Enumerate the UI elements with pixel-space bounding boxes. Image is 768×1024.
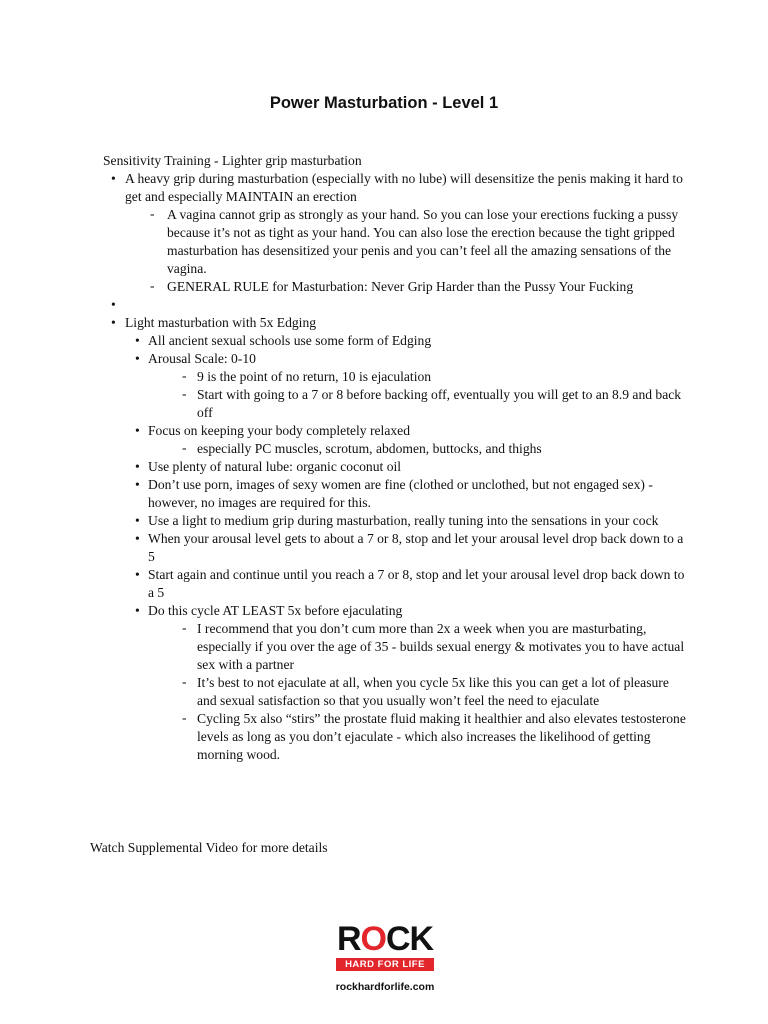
- logo-o-symbol: O: [360, 920, 386, 958]
- logo-wordmark: [330, 920, 440, 958]
- nested-item: [125, 530, 690, 566]
- nested-item-text: Arousal Scale: 0-10: [148, 351, 256, 366]
- nested-item: [125, 476, 690, 512]
- sub-item: - A vagina cannot grip as strongly as your hand. So you can lose your erections fucking a pussy because it’s not as tight as your hand. You can also lose the erection because the tight gripped masturbation has desensitized your penis and you can’t feel all the amazing sensations of the vagina.: [125, 206, 690, 278]
- section-label: Sensitivity Training - Lighter grip masturbation: [103, 153, 362, 168]
- list-item: [90, 314, 690, 764]
- document-body: [90, 152, 690, 764]
- sub-list: [148, 620, 690, 764]
- sub-item: - 9 is the point of no return, 10 is ejaculation: [148, 368, 690, 386]
- nested-item-text: When your arousal level gets to about a 7 or 8, stop and let your arousal level drop back down to a 5: [148, 531, 684, 564]
- nested-item: [125, 566, 690, 602]
- list-item-text: Light masturbation with 5x Edging: [125, 315, 317, 330]
- footer-note: Watch Supplemental Video for more details: [90, 840, 328, 855]
- logo-url: rockhardforlife.com: [335, 981, 435, 993]
- logo-tagline: HARD FOR LIFE: [336, 958, 434, 971]
- sub-item: - GENERAL RULE for Masturbation: Never Grip Harder than the Pussy Your Fucking: [125, 278, 690, 296]
- sub-item: - I recommend that you don’t cum more than 2x a week when you are masturbating, especially if you over the age of 35 - builds sexual energy & motivates you to have actual sex with a partner: [148, 620, 690, 674]
- nested-item-text: Don’t use porn, images of sexy women are fine (clothed or unclothed, but not engaged sex) - however, no images are required for this.: [148, 477, 653, 510]
- logo-letter: R: [336, 920, 361, 958]
- sub-list: [148, 440, 690, 458]
- list-item-text: A heavy grip during masturbation (especially with no lube) will desensitize the penis making it hard to get and especially MAINTAIN an erection: [125, 171, 683, 204]
- nested-item: [125, 422, 690, 458]
- sub-item: - Cycling 5x also “stirs” the prostate fluid making it healthier and also elevates testosterone levels as long as you don’t ejaculate - which also increases the likelihood of getting morning wood.: [148, 710, 690, 764]
- nested-item-text: Focus on keeping your body completely relaxed: [148, 423, 410, 438]
- list-item: [90, 170, 690, 296]
- nested-item: [125, 350, 690, 422]
- nested-item: [125, 458, 690, 476]
- sub-list: [148, 368, 690, 422]
- sub-item: - Start with going to a 7 or 8 before backing off, eventually you will get to an 8.9 and back off: [148, 386, 690, 422]
- nested-item-text: Use plenty of natural lube: organic coconut oil: [148, 459, 402, 474]
- nested-item: [125, 332, 690, 350]
- list-gap: [90, 296, 690, 314]
- nested-item: [125, 512, 690, 530]
- nested-item-text: Do this cycle AT LEAST 5x before ejaculating: [148, 603, 403, 618]
- document-title: Power Masturbation - Level 1: [269, 94, 499, 112]
- nested-item-text: All ancient sexual schools use some form of Edging: [148, 333, 432, 348]
- nested-list: [125, 332, 690, 764]
- nested-item: [125, 602, 690, 764]
- sub-item: - especially PC muscles, scrotum, abdomen, buttocks, and thighs: [148, 440, 690, 458]
- nested-item-text: Start again and continue until you reach a 7 or 8, stop and let your arousal level drop back down to a 5: [148, 567, 685, 600]
- nested-item-text: Use a light to medium grip during masturbation, really tuning into the sensations in your cock: [148, 513, 659, 528]
- main-list: [90, 170, 690, 764]
- logo-letter: CK: [385, 920, 434, 958]
- brand-logo: [330, 920, 440, 993]
- sub-item: - It’s best to not ejaculate at all, when you cycle 5x like this you can get a lot of pleasure and sexual satisfaction so that you usually won’t feel the need to ejaculate: [148, 674, 690, 710]
- sub-list: [125, 206, 690, 296]
